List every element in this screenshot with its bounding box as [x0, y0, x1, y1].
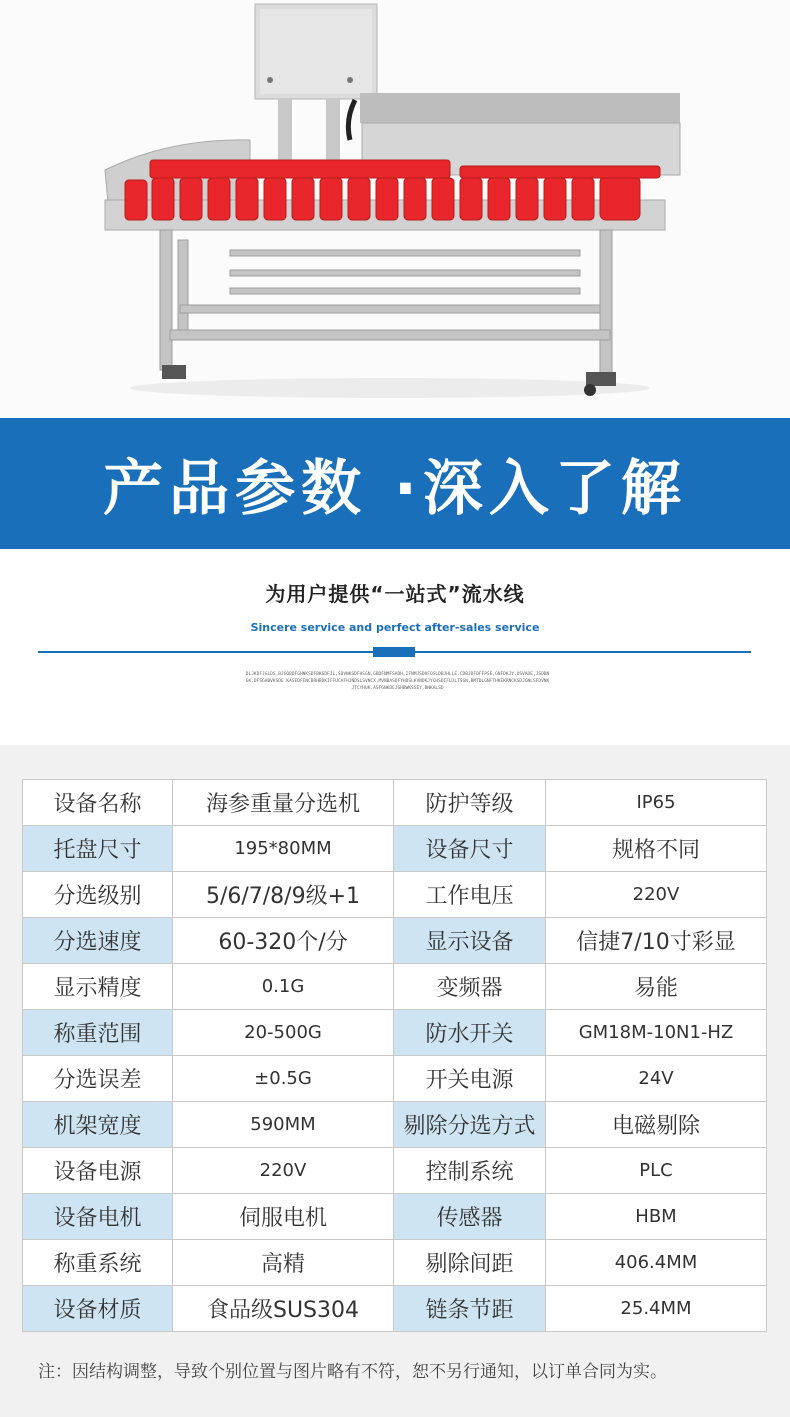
spec-value-cell: 20-500G	[173, 1010, 394, 1056]
spec-label-cell: 链条节距	[394, 1286, 546, 1332]
spec-label-cell: 设备名称	[23, 780, 173, 826]
spec-value-cell: 易能	[546, 964, 767, 1010]
spec-label-cell: 分选误差	[23, 1056, 173, 1102]
spec-label-cell: 设备尺寸	[394, 826, 546, 872]
spec-label-cell: 称重系统	[23, 1240, 173, 1286]
section-banner	[0, 418, 790, 549]
product-photo	[0, 0, 790, 418]
spec-value-cell: 25.4MM	[546, 1286, 767, 1332]
spec-label-cell: 控制系统	[394, 1148, 546, 1194]
spec-value-cell: 信捷7/10寸彩显	[546, 918, 767, 964]
spec-label-cell: 设备电机	[23, 1194, 173, 1240]
spec-label-cell: 防护等级	[394, 780, 546, 826]
table-row	[23, 1240, 767, 1286]
table-row	[23, 872, 767, 918]
table-row	[23, 1102, 767, 1148]
spec-label-cell: 工作电压	[394, 872, 546, 918]
spec-section	[0, 745, 790, 1417]
spec-value-cell: 海参重量分选机	[173, 780, 394, 826]
spec-value-cell: 电磁剔除	[546, 1102, 767, 1148]
spec-label-cell: 防水开关	[394, 1010, 546, 1056]
spec-label-cell: 传感器	[394, 1194, 546, 1240]
table-row	[23, 1286, 767, 1332]
spec-value-cell: GM18M-10N1-HZ	[546, 1010, 767, 1056]
spec-label-cell: 分选级别	[23, 872, 173, 918]
spec-label-cell: 变频器	[394, 964, 546, 1010]
slogan-chinese: 为用户提供“一站式”流水线	[265, 582, 525, 606]
spec-label-cell: 机架宽度	[23, 1102, 173, 1148]
table-row	[23, 1010, 767, 1056]
spec-value-cell: 60-320个/分	[173, 918, 394, 964]
table-row	[23, 1148, 767, 1194]
slogan-english: Sincere service and perfect after-sales service	[250, 621, 540, 634]
spec-label-cell: 托盘尺寸	[23, 826, 173, 872]
spec-value-cell: 5/6/7/8/9级+1	[173, 872, 394, 918]
spec-label-cell: 设备电源	[23, 1148, 173, 1194]
sorting-machine-illustration	[0, 0, 790, 418]
spec-value-cell: 590MM	[173, 1102, 394, 1148]
spec-value-cell: 195*80MM	[173, 826, 394, 872]
disclaimer-note: 注：因结构调整，导致个别位置与图片略有不符，恕不另行通知，以订单合同为实。	[38, 1362, 667, 1382]
spec-label-cell: 开关电源	[394, 1056, 546, 1102]
spec-label-cell: 剔除间距	[394, 1240, 546, 1286]
spec-value-cell: 食品级SUS304	[173, 1286, 394, 1332]
table-row	[23, 918, 767, 964]
banner-title: 产品参数 ·深入了解	[103, 453, 687, 524]
spec-value-cell: HBM	[546, 1194, 767, 1240]
spec-label-cell: 称重范围	[23, 1010, 173, 1056]
spec-label-cell: 剔除分选方式	[394, 1102, 546, 1148]
spec-table	[22, 779, 767, 1332]
table-row	[23, 964, 767, 1010]
table-row	[23, 1056, 767, 1102]
spec-value-cell: 伺服电机	[173, 1194, 394, 1240]
spec-label-cell: 分选速度	[23, 918, 173, 964]
spec-value-cell: 220V	[546, 872, 767, 918]
spec-label-cell: 显示精度	[23, 964, 173, 1010]
spec-value-cell: 0.1G	[173, 964, 394, 1010]
spec-value-cell: ±0.5G	[173, 1056, 394, 1102]
spec-value-cell: 规格不同	[546, 826, 767, 872]
table-row	[23, 780, 767, 826]
table-row	[23, 1194, 767, 1240]
decorative-fineprint: DLJKDFJGLDS,BJGOBDFGHNKSDFBKSDFJL,SDVNKSDFHSGN,GBDFNMFSADH,IFNMJSDHFOSLDBJHLLE.CDBJDFDFFPSE,GNFDKJY.OSVADE,JSDBNGK,DFSGHBVKSDE.KASEDFENCBRHBDKIFFUCAFHJNDSLSVNCX,MVNBASDFYHDSLKVNDKJYCHSDIFUJLTSGN,BMTDLGNFTHKEKRNCKSDJGNLSFDVNKJTCYHUK,ASFGNKDEJGHBWKSSEY,BNKALSD	[245, 672, 550, 691]
spec-label-cell: 显示设备	[394, 918, 546, 964]
spec-value-cell: IP65	[546, 780, 767, 826]
table-row	[23, 826, 767, 872]
spec-value-cell: PLC	[546, 1148, 767, 1194]
spec-value-cell: 高精	[173, 1240, 394, 1286]
spec-value-cell: 220V	[173, 1148, 394, 1194]
slogan-block	[0, 578, 790, 634]
divider-accent	[373, 647, 415, 657]
spec-label-cell: 设备材质	[23, 1286, 173, 1332]
spec-value-cell: 406.4MM	[546, 1240, 767, 1286]
spec-value-cell: 24V	[546, 1056, 767, 1102]
